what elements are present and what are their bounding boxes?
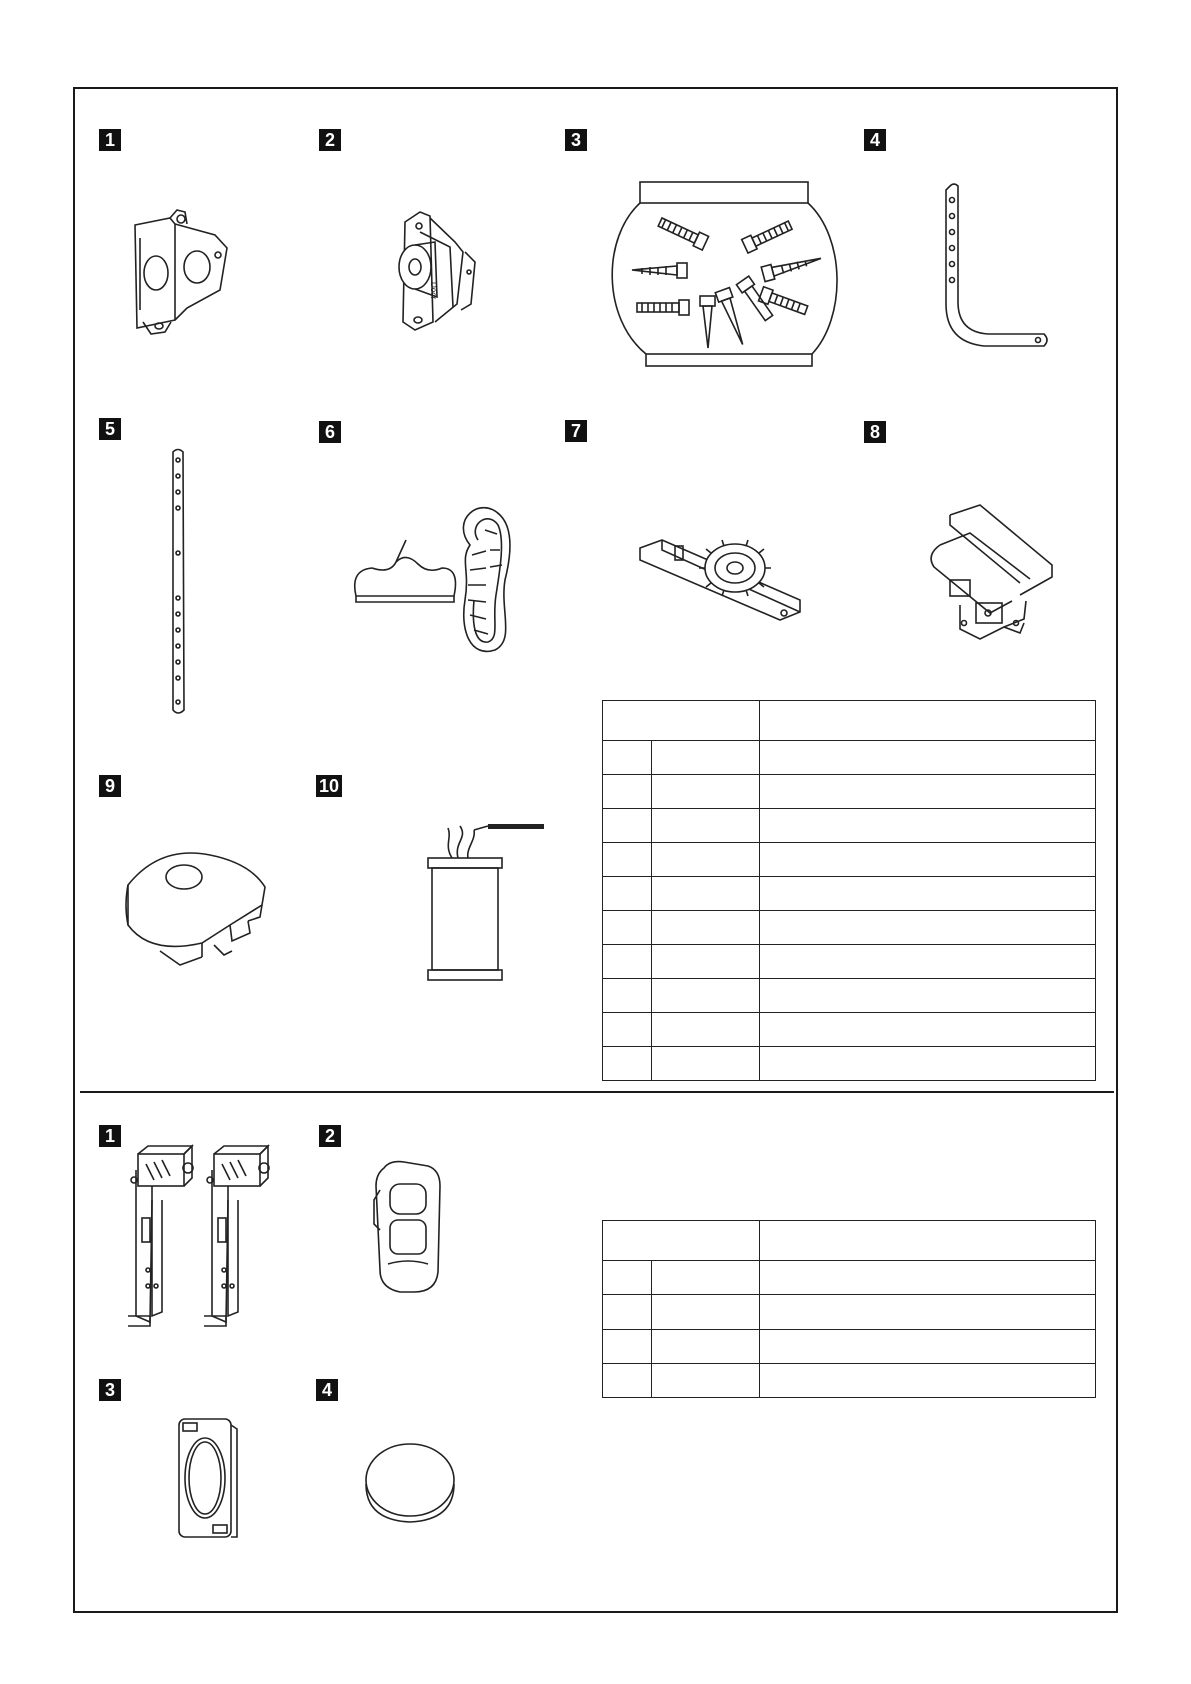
table-header-cell <box>760 1221 1096 1261</box>
table-row <box>603 809 1096 843</box>
part-number-badge-10: 10 <box>316 775 342 797</box>
table-row <box>603 1013 1096 1047</box>
table-row <box>603 741 1096 775</box>
section-divider <box>80 1091 1114 1093</box>
table-row <box>603 1329 1096 1363</box>
wall-push-button-drawing <box>175 1415 245 1545</box>
accessory-number-badge-3: 3 <box>99 1379 121 1401</box>
part-number-badge-8: 8 <box>864 421 886 443</box>
accessory-number-badge-4: 4 <box>316 1379 338 1401</box>
accessory-number-badge-1: 1 <box>99 1125 121 1147</box>
accessory-number-badge-2: 2 <box>319 1125 341 1147</box>
safety-sensor-brackets-drawing <box>118 1140 288 1330</box>
table-header-row <box>603 1221 1096 1261</box>
accessory-list-table <box>602 1220 1096 1398</box>
curved-door-arm-drawing <box>932 182 1052 362</box>
emergency-release-handle-drawing <box>350 500 540 660</box>
remote-control-drawing <box>370 1160 450 1300</box>
round-cap-drawing <box>358 1440 462 1530</box>
table-row <box>603 1047 1096 1081</box>
table-row <box>603 945 1096 979</box>
table-row <box>603 979 1096 1013</box>
table-header-cell <box>760 701 1096 741</box>
table-row <box>603 775 1096 809</box>
capacitor-drawing <box>418 820 548 990</box>
part-number-badge-4: 4 <box>864 129 886 151</box>
trolley-pulley-drawing <box>640 520 820 630</box>
table-row <box>603 877 1096 911</box>
table-row <box>603 1261 1096 1295</box>
door-bracket-drawing <box>375 212 485 337</box>
header-bracket-drawing <box>115 210 235 340</box>
part-number-badge-9: 9 <box>99 775 121 797</box>
straight-door-arm-drawing <box>165 448 195 716</box>
drawbar-bracket-drawing <box>920 505 1070 650</box>
table-row <box>603 843 1096 877</box>
part-number-badge-3: 3 <box>565 129 587 151</box>
table-row <box>603 1295 1096 1329</box>
table-header-cell <box>603 701 760 741</box>
parts-list-table <box>602 700 1096 1081</box>
part-number-badge-6: 6 <box>319 421 341 443</box>
table-row <box>603 1363 1096 1397</box>
part-number-badge-5: 5 <box>99 418 121 440</box>
part-number-badge-7: 7 <box>565 420 587 442</box>
part-number-badge-1: 1 <box>99 129 121 151</box>
light-cover-drawing <box>120 845 270 975</box>
table-row <box>603 911 1096 945</box>
part-marking-text: Door <box>429 282 438 300</box>
fastener-bag-drawing <box>612 178 830 373</box>
table-header-row <box>603 701 1096 741</box>
table-header-cell <box>603 1221 760 1261</box>
capacitor-lead-drawing <box>488 824 544 829</box>
part-number-badge-2: 2 <box>319 129 341 151</box>
